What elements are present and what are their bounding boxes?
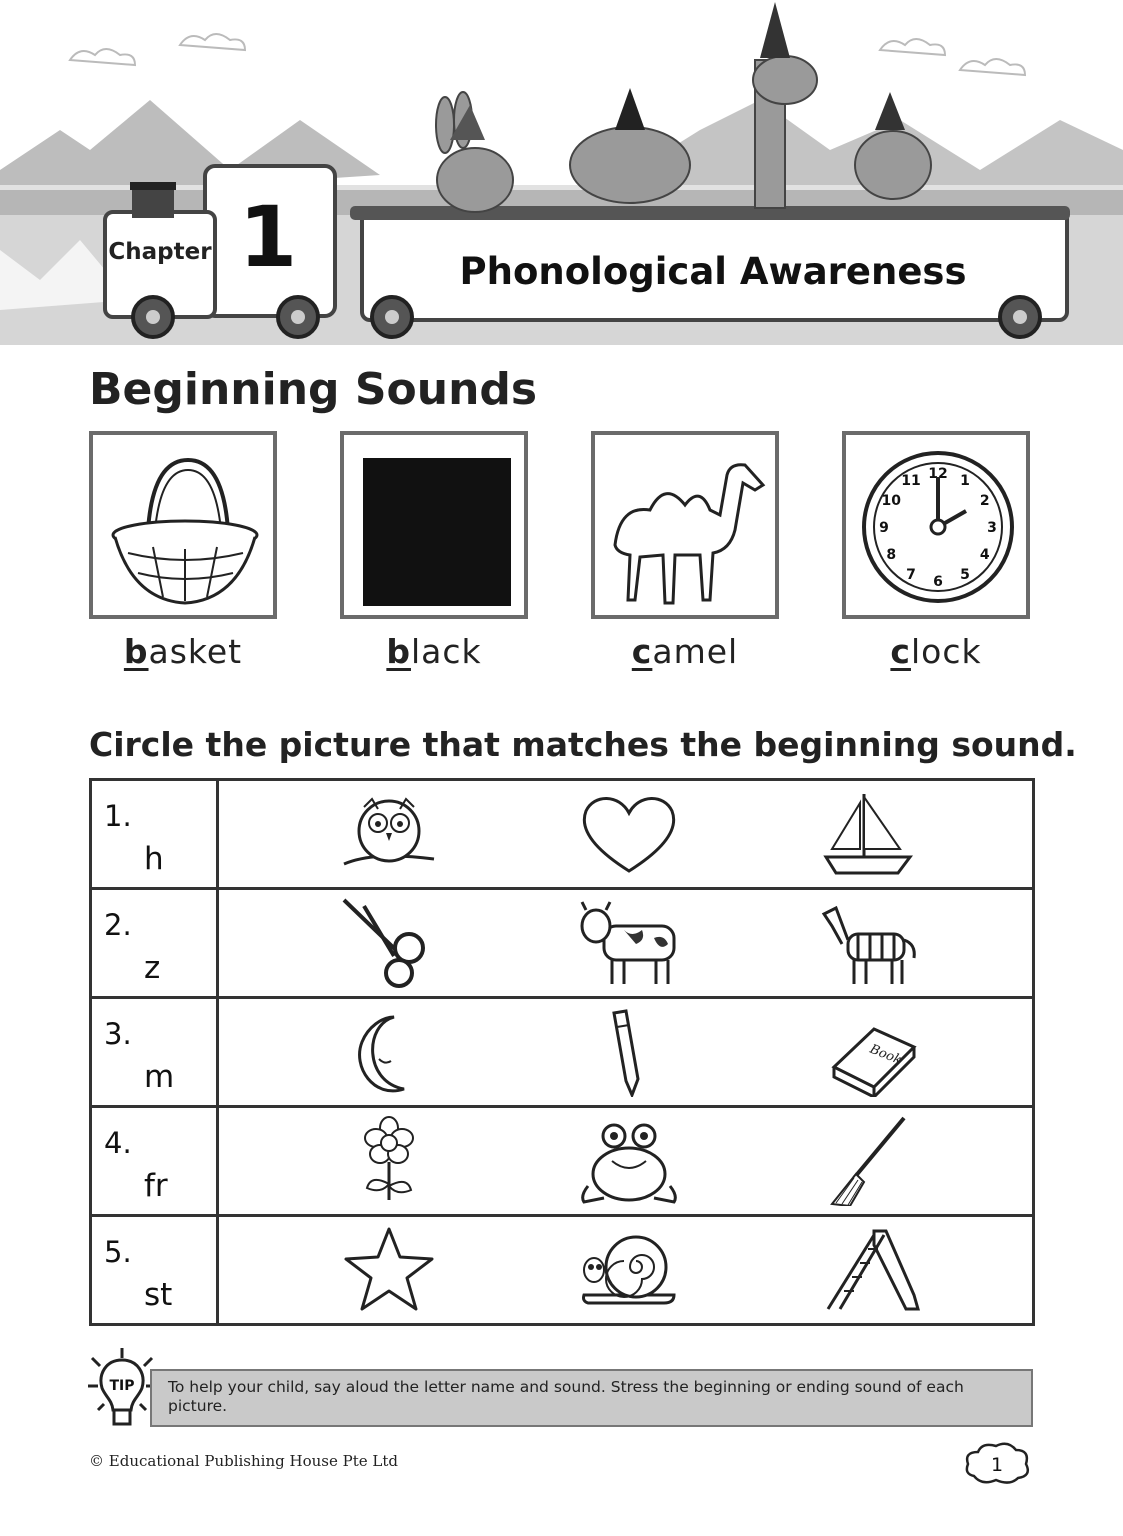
row-number: 3. <box>104 1017 132 1051</box>
clock-numeral: 2 <box>979 493 990 509</box>
row-sound: fr <box>144 1168 168 1204</box>
slide-icon[interactable] <box>814 1225 924 1315</box>
moon-icon[interactable] <box>334 1007 444 1097</box>
cow-icon[interactable] <box>574 898 684 988</box>
clock-numeral: 7 <box>906 566 916 583</box>
table-row <box>91 1216 1034 1325</box>
clock-numeral: 5 <box>960 566 970 583</box>
example-word-camel: camel <box>631 632 739 671</box>
tip-label: TIP <box>109 1378 135 1394</box>
row-sound: m <box>144 1059 175 1095</box>
row-number: 4. <box>104 1126 132 1160</box>
page-number: 1 <box>990 1454 1004 1476</box>
tip-text: To help your child, say aloud the letter name and sound. Stress the beginning or ending sound of each picture. <box>168 1378 964 1415</box>
star-icon[interactable] <box>334 1225 444 1315</box>
owl-icon[interactable] <box>334 789 444 879</box>
zebra-icon[interactable] <box>814 898 924 988</box>
instruction: Circle the picture that matches the beginning sound. <box>89 725 1077 764</box>
table-row <box>91 889 1034 998</box>
clock-numeral: 6 <box>933 574 943 590</box>
broom-icon[interactable] <box>814 1116 924 1206</box>
sailboat-icon[interactable] <box>814 789 924 879</box>
row-sound: z <box>144 950 161 986</box>
basket-icon <box>93 435 273 615</box>
heart-icon[interactable] <box>574 789 684 879</box>
row-number: 1. <box>104 799 132 833</box>
exercise-table <box>89 778 1035 1326</box>
clock-numeral: 9 <box>879 520 889 536</box>
clock-numeral: 3 <box>987 520 997 536</box>
pen-icon[interactable] <box>574 1007 684 1097</box>
clock-numeral: 12 <box>928 466 948 482</box>
example-word-basket: basket <box>123 632 243 671</box>
row-sound: h <box>144 841 164 877</box>
frog-icon[interactable] <box>574 1116 684 1206</box>
chapter-title: Phonological Awareness <box>459 250 967 293</box>
lightbulb-icon <box>86 1346 158 1436</box>
clock-numeral: 11 <box>901 473 921 490</box>
chapter-banner <box>0 0 1123 345</box>
table-row <box>91 998 1034 1107</box>
section-title: Beginning Sounds <box>89 364 538 415</box>
book-cover-text: Book <box>867 1041 904 1069</box>
black-square-icon <box>344 435 524 615</box>
example-card-black <box>340 431 528 619</box>
table-row <box>91 1107 1034 1216</box>
clock-icon <box>846 435 1026 615</box>
page-number-cloud <box>962 1440 1032 1486</box>
camel-icon <box>595 435 775 615</box>
book-icon[interactable] <box>814 1007 924 1097</box>
clock-numeral: 10 <box>881 493 901 509</box>
scissors-icon[interactable] <box>334 898 444 988</box>
example-word-clock: clock <box>890 632 982 671</box>
example-card-camel <box>591 431 779 619</box>
clock-numeral: 1 <box>960 473 970 490</box>
example-word-black: black <box>386 632 482 671</box>
row-number: 2. <box>104 908 132 942</box>
example-card-clock <box>842 431 1030 619</box>
example-card-basket <box>89 431 277 619</box>
row-sound: st <box>144 1277 173 1313</box>
clock-numeral: 4 <box>979 547 990 563</box>
row-number: 5. <box>104 1235 132 1269</box>
chapter-number: 1 <box>238 188 298 286</box>
flower-icon[interactable] <box>334 1116 444 1206</box>
table-row <box>91 780 1034 889</box>
clock-numeral: 8 <box>886 547 897 563</box>
snail-icon[interactable] <box>574 1225 684 1315</box>
chapter-label: Chapter <box>108 239 212 265</box>
copyright: © Educational Publishing House Pte Ltd <box>89 1452 398 1470</box>
